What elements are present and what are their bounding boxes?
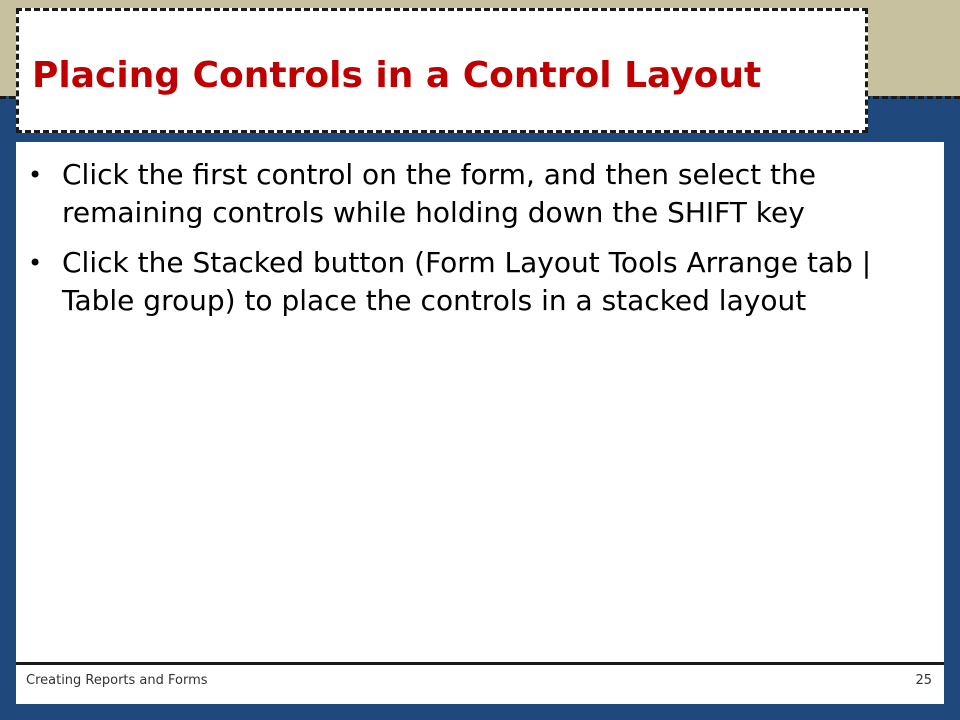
slide-title: Placing Controls in a Control Layout <box>32 55 762 96</box>
bullet-dot-icon: • <box>28 249 43 277</box>
bullet-dot-icon: • <box>28 161 43 189</box>
footer-title: Creating Reports and Forms <box>26 673 208 688</box>
bullet-item-1 <box>28 156 928 232</box>
bullet-item-2 <box>28 244 928 320</box>
bullet-list <box>28 156 928 332</box>
footer-bar <box>16 662 944 704</box>
bullet-text-1: Click the first control on the form, and then select the remaining controls while holding down the SHIFT key <box>62 158 816 229</box>
title-placeholder[interactable] <box>16 8 868 133</box>
bullet-text-2: Click the Stacked button (Form Layout Tools Arrange tab | Table group) to place the controls in a stacked layout <box>62 246 872 317</box>
page-number: 25 <box>915 673 932 688</box>
